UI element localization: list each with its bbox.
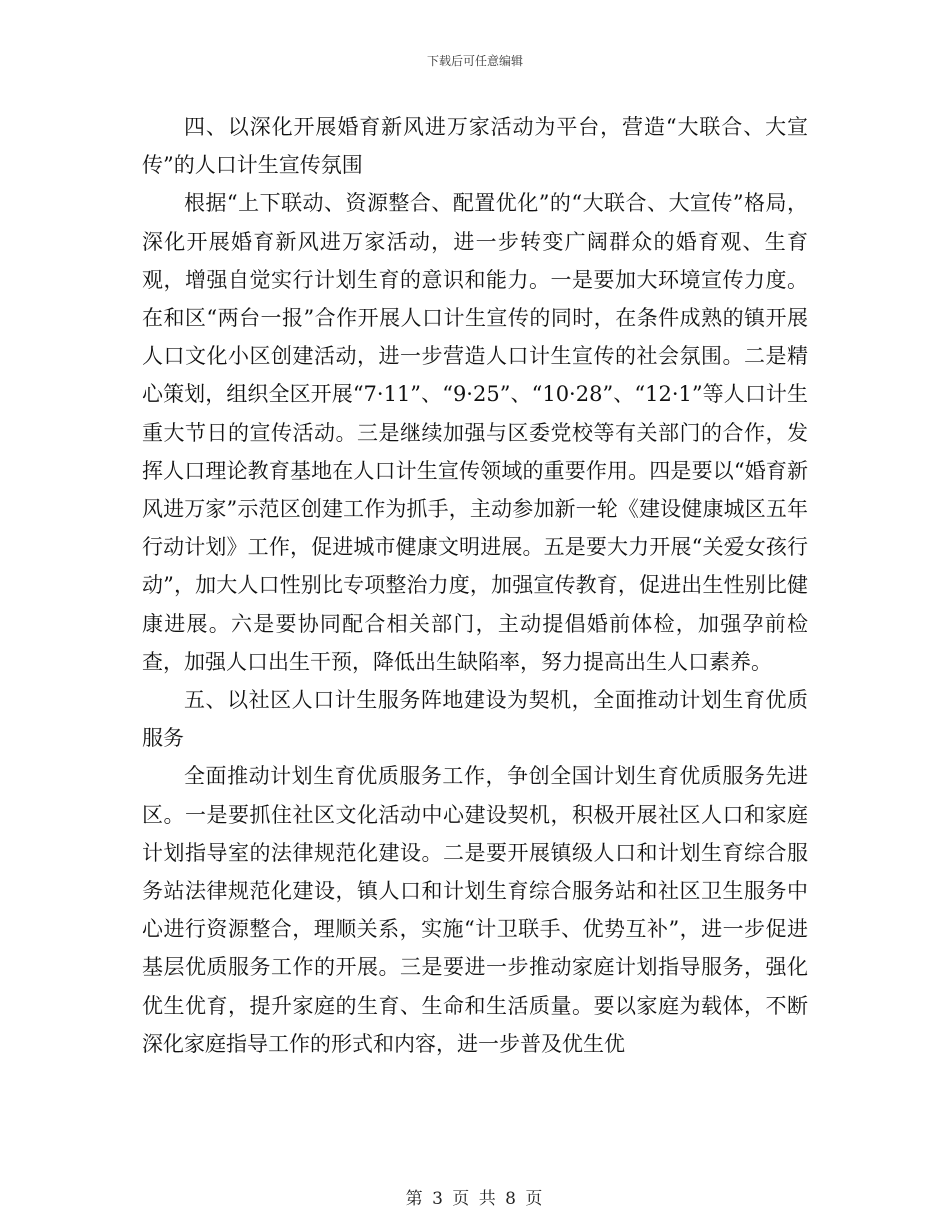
section-five-body: 全面推动计划生育优质服务工作，争创全国计划生育优质服务先进区。一是要抓住社区文化活动中心建设契机，积极开展社区人口和家庭计划指导室的法律规范化建设。二是要开展镇级人口和计划生育综合服务站法律规范化建设，镇人口和计划生育综合服务站和社区卫生服务中心进行资源整合，理顺关系，实施“计卫联手、优势互补”，进一步促进基层优质服务工作的开展。三是要进一步推动家庭计划指导服务，强化优生优育，提升家庭的生育、生命和生活质量。要以家庭为载体，不断深化家庭指导工作的形式和内容，进一步普及优生优 (142, 764, 808, 1056)
document-body (142, 108, 808, 1063)
page-header: 下载后可任意编辑 (426, 54, 523, 68)
page-number-footer: 第 3 页 共 8 页 (405, 1189, 545, 1209)
section-heading-four: 四、以深化开展婚育新风进万家活动为平台，营造“大联合、大宣传”的人口计生宣传氛围 (142, 115, 808, 178)
section-heading-five: 五、以社区人口计生服务阵地建设为契机，全面推动计划生育优质服务 (142, 688, 808, 751)
section-four-body: 根据“上下联动、资源整合、配置优化”的“大联合、大宣传”格局，深化开展婚育新风进万家活动，进一步转变广阔群众的婚育观、生育观，增强自觉实行计划生育的意识和能力。一是要加大环境宣传力度。在和区“两台一报”合作开展人口计生宣传的同时，在条件成熟的镇开展人口文化小区创建活动，进一步营造人口计生宣传的社会氛围。二是精心策划，组织全区开展“7·11”、“9·25”、“10·28”、“12·1”等人口计生重大节日的宣传活动。三是继续加强与区委党校等有关部门的合作，发挥人口理论教育基地在人口计生宣传领域的重要作用。四是要以“婚育新风进万家”示范区创建工作为抓手，主动参加新一轮《建设健康城区五年行动计划》工作，促进城市健康文明进展。五是要大力开展“关爱女孩行动”，加大人口性别比专项整治力度，加强宣传教育，促进出生性别比健康进展。六是要协同配合相关部门，主动提倡婚前体检，加强孕前检查，加强人口出生干预，降低出生缺陷率，努力提高出生人口素养。 (142, 191, 808, 674)
